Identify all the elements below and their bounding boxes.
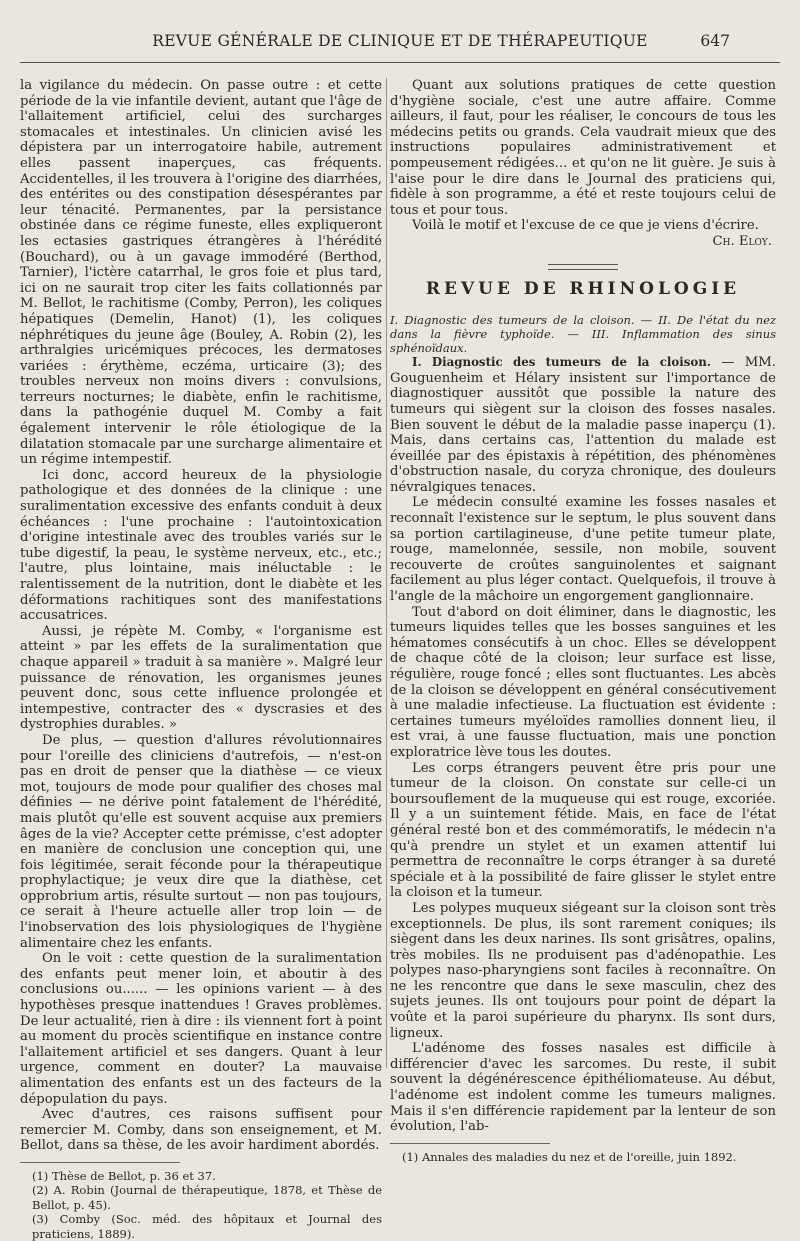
footnote-rule [390,1143,550,1144]
paragraph [390,355,776,495]
paragraph: Aussi, je répète M. Comby, « l'organisme est atteint » par les effets de la suralimentation que chaque appareil » traduit à sa manière ». Malgré leur puissance de rénovation, les organismes jeunes peuvent donc, sous cette influence prolongée et intempestive, contracter des « dyscrasies et des dystrophies durables. » [20,623,382,733]
section-title: REVUE DE RHINOLOGIE [425,278,741,299]
header-rule [20,62,780,63]
paragraph: Ici donc, accord heureux de la physiologie pathologique et des données de la clinique : une suralimentation excessive des enfants conduit à deux échéances : l'une prochaine : l'autointoxication d'origine intestinale avec des troubles variés sur le tube digestif, la peau, le système nerveux, etc., etc.; l'autre, plus lointaine, mais inéluctable : le ralentissement de la nutrition, dont le diabète et les déformations rachitiques sont des manifestations accusatrices. [20,467,382,624]
paragraph: Les corps étrangers peuvent être pris pour une tumeur de la cloison. On constate sur celle-ci un boursouflement de la muqueuse qui est rouge, excoriée. Il y a un suintement fétide. Mais, en face de l'état général resté bon et des commémoratifs, le médecin n'a qu'à prendre un stylet et un examen attentif lui permettra de reconnaître le corps étranger à sa dureté spéciale et à la possibilité de faire glisser le stylet entre la cloison et la tumeur. [390,760,776,901]
paragraph: On le voit : cette question de la suralimentation des enfants peut mener loin, et aboutir à des conclusions ou...... — les opinions varient — à des hypothèses presque inattendues ! Graves problèmes. De leur actualité, rien à dire : ils viennent fort à point au moment du procès scientifique en instance contre l'allaitement artificiel et ses dangers. Quant à leur urgence, comment en douter? La mauvaise alimentation des enfants est un des facteurs de la dépopulation du pays. [20,951,382,1107]
paragraph: la vigilance du médecin. On passe outre : et cette période de la vie infantile devient, autant que l'âge de l'allaitement artificiel, celui des surcharges stomacales et intestinales. Un clinicien avisé les dépistera par un interrogatoire habile, autrement elles passent inaperçues, cas fréquents. Accidentelles, il les trouvera à l'origine des diarrhées, des entérites ou des constipation désespérantes par leur ténacité. Permanentes, par la persistance obstinée dans ce régime funeste, elles expliqueront les ectasies gastriques étrangères à l'hérédité (Bouchard), ou à un gavage immodéré (Berthod, Tarnier), l'ictère catarrhal, le gros foie et plus tard, ici on ne saurait trop citer les faits collationnés par M. Bellot, le rachitisme (Comby, Perron), les coliques hépatiques (Demelin, Hanot) (1), les coliques néphrétiques du jeune âge (Bouley, A. Robin (2), les arthralgies uricémiques précoces, les dermatoses variées : érythème, eczéma, urticaire (3); des troubles nerveux non moins divers : convulsions, terreurs nocturnes; le diabète, enfin le rachitisme, dans la pathogénie duquel M. Comby a fait également intervenir le rôle étiologique de la dilatation stomacale par une surcharge alimentaire et un régime intempestif. [20,78,382,468]
footnote: (1) Annales des maladies du nez et de l'oreille, juin 1892. [402,1149,737,1164]
left-column [20,78,382,1241]
paragraph: Les polypes muqueux siégeant sur la cloison sont très exceptionnels. De plus, ils sont rarement coniques; ils siègent dans les deux narines. Ils sont grisâtres, opalins, très mobiles. Ils ne produisent pas d'adénopathie. Les polypes naso-pharyngiens sont faciles à reconnaître. On ne les rencontre que dans le sexe masculin, chez des sujets jeunes. Ils ont toujours pour point de départ la voûte et la paroi supérieure du pharynx. Ils sont durs, ligneux. [390,900,776,1041]
footnote: (3) Comby (Soc. méd. des hôpitaux et Journal des praticiens, 1889). [32,1212,382,1241]
paragraph: Voilà le motif et l'excuse de ce que je viens d'écrire. [412,218,759,234]
runin-heading: I. Diagnostic des tumeurs de la cloison. [412,355,711,370]
page-number: 647 [700,32,730,50]
paragraph: L'adénome des fosses nasales est difficile à différencier d'avec les sarcomes. Du reste, il subit souvent la dégénérescence épithéliomateuse. Au début, l'adénome est indolent comme les tumeurs malignes. Mais il s'en différencie rapidement par la lenteur de son évolution, l'ab- [390,1041,776,1135]
column-divider [386,78,387,1068]
footnote-rule [20,1162,180,1163]
running-title: REVUE GÉNÉRALE DE CLINIQUE ET DE THÉRAPEUTIQUE [152,32,648,50]
footnote: (2) A. Robin (Journal de thérapeutique, 1878, et Thèse de Bellot, p. 45). [32,1183,382,1212]
paragraph: Quant aux solutions pratiques de cette question d'hygiène sociale, c'est une autre affaire. Comme ailleurs, il faut, pour les réaliser, le concours de tous les médecins petits ou grands. Cela vaudrait mieux que des instructions populaires administrativement et pompeusement rédigées... et qu'on ne lit guère. Je suis à l'aise pour le dire dans le Journal des praticiens qui, fidèle à son programme, a été et reste toujours celui de tous et pour tous. [390,78,776,218]
paragraph: De plus, — question d'allures révolutionnaires pour l'oreille des cliniciens d'autrefois, — n'est-on pas en droit de penser que la diathèse — ce vieux mot, toujours de mode pour qualifier des choses mal définies — ne dérive point fatalement de l'hérédité, mais plutôt qu'elle est souvent acquise aux premiers âges de la vie? Accepter cette prémisse, c'est adopter en manière de conclusion une conception qui, une fois légitimée, serait féconde pour la thérapeutique prophylactique; je veux dire que la diathèse, cet opprobrium artis, résulte surtout — non pas toujours, ce serait à l'heure actuelle aller trop loin — de l'inobservation des lois physiologiques de l'hygiène alimentaire chez les enfants. [20,732,382,951]
paragraph: Le médecin consulté examine les fosses nasales et reconnaît l'existence sur le septum, le plus souvent dans sa portion cartilagineuse, d'une petite tumeur plate, rouge, mamelonnée, sessile, non mobile, souvent recouverte de croûtes sanguinolentes et saignant facilement au plus léger contact. Quelquefois, il trouve à l'angle de la mâchoire un engorgement ganglionnaire. [390,495,776,605]
section-contents: I. Diagnostic des tumeurs de la cloison. — II. De l'état du nez dans la fièvre typhoïde. — III. Inflammation des sinus sphénoïdaux. [390,313,776,356]
paragraph: Tout d'abord on doit éliminer, dans le diagnostic, les tumeurs liquides telles que les bosses sanguines et les hématomes consécutifs à un choc. Elles se développent de chaque côté de la cloison; leur surface est lisse, régulière, rouge foncé ; elles sont fluctuantes. Les abcès de la cloison se développent en général consécutivement à une maladie infectieuse. La fluctuation est évidente : certaines tumeurs myéloïdes ramollies donnent lieu, il est vrai, à une fausse fluctuation, mais une ponction exploratrice lève tous les doutes. [390,604,776,760]
paragraph-text: — MM. Gouguenheim et Hélary insistent sur l'importance de diagnostiquer aussitôt que possible la nature des tumeurs qui siègent sur la cloison des fosses nasales. Bien souvent le début de la maladie passe inaperçu (1). Mais, dans certains cas, l'attention du malade est éveillée par des épistaxis à répétition, des phénomènes d'obstruction nasale, du coryza chronique, des douleurs névralgiques tenaces. [390,355,776,495]
paragraph: Avec d'autres, ces raisons suffisent pour remercier M. Comby, dans son enseignement, et M. Bellot, dans sa thèse, de les avoir hardiment abordés. [20,1107,382,1154]
section-divider [548,264,618,270]
right-column [390,78,776,1164]
signature: Ch. Eloy. [712,233,772,249]
running-head [0,32,800,52]
footnote: (1) Thèse de Bellot, p. 36 et 37. [32,1168,216,1183]
